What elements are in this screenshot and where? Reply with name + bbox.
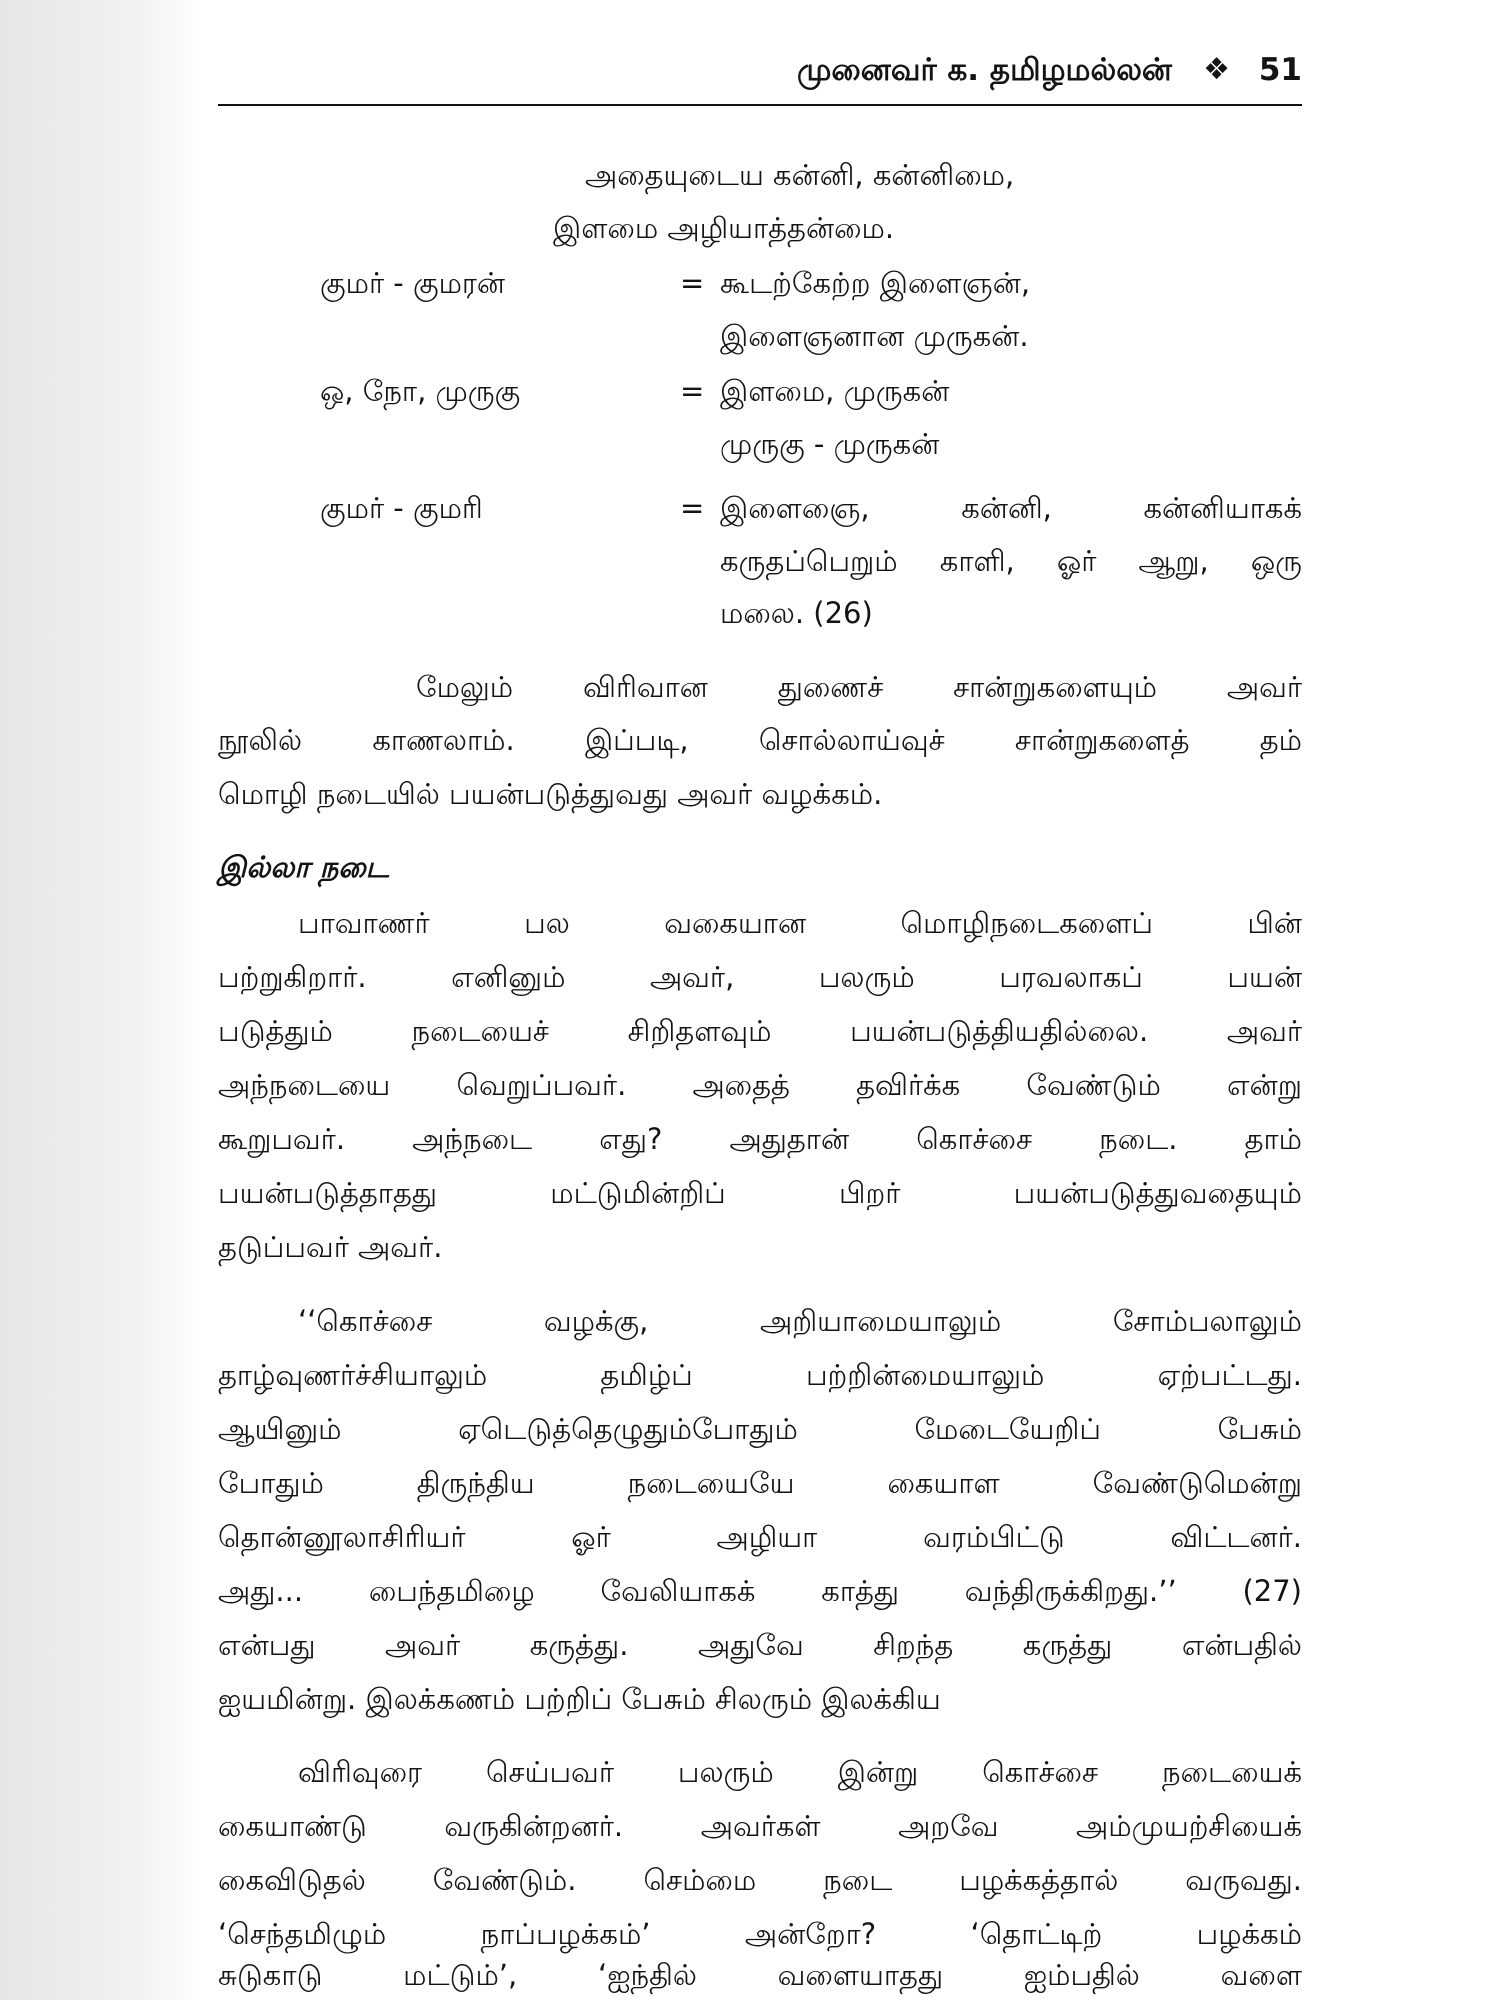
glossary-def-line: இளைஞனான முருகன். xyxy=(720,319,1029,353)
paragraph-line: தொன்னூலாசிரியர் ஓர் அழியா வரம்பிட்டு விட்டனர். xyxy=(218,1520,1302,1554)
glossary-intro-line: அதையுடைய கன்னி, கன்னிமை, xyxy=(585,158,1015,192)
paragraph-line: நூலில் காணலாம். இப்படி, சொல்லாய்வுச் சான்றுகளைத் தம் xyxy=(218,723,1302,757)
paragraph-line: ஐயமின்று. இலக்கணம் பற்றிப் பேசும் சிலரும் இலக்கிய xyxy=(218,1682,941,1716)
paragraph-line: ‘‘கொச்சை வழக்கு, அறியாமையாலும் சோம்பலாலும் xyxy=(298,1304,1302,1338)
header-title: முனைவர் க. தமிழமல்லன் xyxy=(797,52,1172,88)
glossary-def-line: முருகு - முருகன் xyxy=(720,427,940,461)
paragraph-line: பற்றுகிறார். எனினும் அவர், பலரும் பரவலாகப் பயன் xyxy=(218,960,1302,994)
glossary-intro-line: இளமை அழியாத்தன்மை. xyxy=(553,211,895,245)
paragraph-line: கூறுபவர். அந்நடை எது? அதுதான் கொச்சை நடை. தாம் xyxy=(218,1122,1302,1156)
paragraph-line: படுத்தும் நடையைச் சிறிதளவும் பயன்படுத்தியதில்லை. அவர் xyxy=(218,1014,1302,1048)
paragraph-line: என்பது அவர் கருத்து. அதுவே சிறந்த கருத்து என்பதில் xyxy=(218,1628,1302,1662)
glossary-def-line: இளைஞை, கன்னி, கன்னியாகக் xyxy=(720,491,1302,525)
equals-sign: = xyxy=(680,491,705,525)
glossary-def-line: மலை. (26) xyxy=(720,596,873,630)
paragraph-line: தடுப்பவர் அவர். xyxy=(218,1230,443,1264)
equals-sign: = xyxy=(680,374,705,408)
paragraph-line: மொழி நடையில் பயன்படுத்துவது அவர் வழக்கம். xyxy=(218,777,883,811)
paragraph-line: பயன்படுத்தாதது மட்டுமின்றிப் பிறர் பயன்படுத்துவதையும் xyxy=(218,1176,1302,1210)
glossary-term: குமர் - குமரி xyxy=(320,491,483,525)
section-heading: இல்லா நடை xyxy=(218,850,389,884)
glossary-def-line: கருதப்பெறும் காளி, ஓர் ஆறு, ஒரு xyxy=(720,544,1302,578)
paragraph-line: அது... பைந்தமிழை வேலியாகக் காத்து வந்திருக்கிறது.’’ (27) xyxy=(218,1574,1302,1608)
page-number: 51 xyxy=(1258,52,1302,88)
paragraph-line: சுடுகாடு மட்டும்’, ‘ஐந்தில் வளையாதது ஐம்பதில் வளை xyxy=(218,1958,1302,1992)
paragraph-line: ஆயினும் ஏடெடுத்தெழுதும்போதும் மேடையேறிப் பேசும் xyxy=(218,1412,1302,1446)
paragraph-line: கைவிடுதல் வேண்டும். செம்மை நடை பழக்கத்தால் வருவது. xyxy=(218,1863,1302,1897)
book-spine-shadow xyxy=(0,0,200,2000)
glossary-def-line: இளமை, முருகன் xyxy=(720,374,950,408)
running-header xyxy=(218,52,1302,106)
book-page xyxy=(200,0,1500,2000)
paragraph-line: ‘செந்தமிழும் நாப்பழக்கம்’ அன்றோ? ‘தொட்டிற் பழக்கம் xyxy=(218,1917,1302,1951)
glossary-term: ஒ, நோ, முருகு xyxy=(320,374,521,408)
glossary-def-line: கூடற்கேற்ற இளைஞன், xyxy=(720,266,1031,300)
paragraph-line: தாழ்வுணர்ச்சியாலும் தமிழ்ப் பற்றின்மையாலும் ஏற்பட்டது. xyxy=(218,1358,1302,1392)
glossary-term: குமர் - குமரன் xyxy=(320,266,506,300)
paragraph-line: போதும் திருந்திய நடையையே கையாள வேண்டுமென்று xyxy=(218,1466,1302,1500)
paragraph-line: கையாண்டு வருகின்றனர். அவர்கள் அறவே அம்முயற்சியைக் xyxy=(218,1809,1302,1843)
paragraph-line: மேலும் விரிவான துணைச் சான்றுகளையும் அவர் xyxy=(416,670,1302,704)
equals-sign: = xyxy=(680,266,705,300)
paragraph-line: விரிவுரை செய்பவர் பலரும் இன்று கொச்சை நடையைக் xyxy=(298,1755,1302,1789)
paragraph-line: பாவாணர் பல வகையான மொழிநடைகளைப் பின் xyxy=(298,906,1302,940)
ornament-icon: ❖ xyxy=(1203,52,1230,87)
paragraph-line: அந்நடையை வெறுப்பவர். அதைத் தவிர்க்க வேண்டும் என்று xyxy=(218,1068,1302,1102)
